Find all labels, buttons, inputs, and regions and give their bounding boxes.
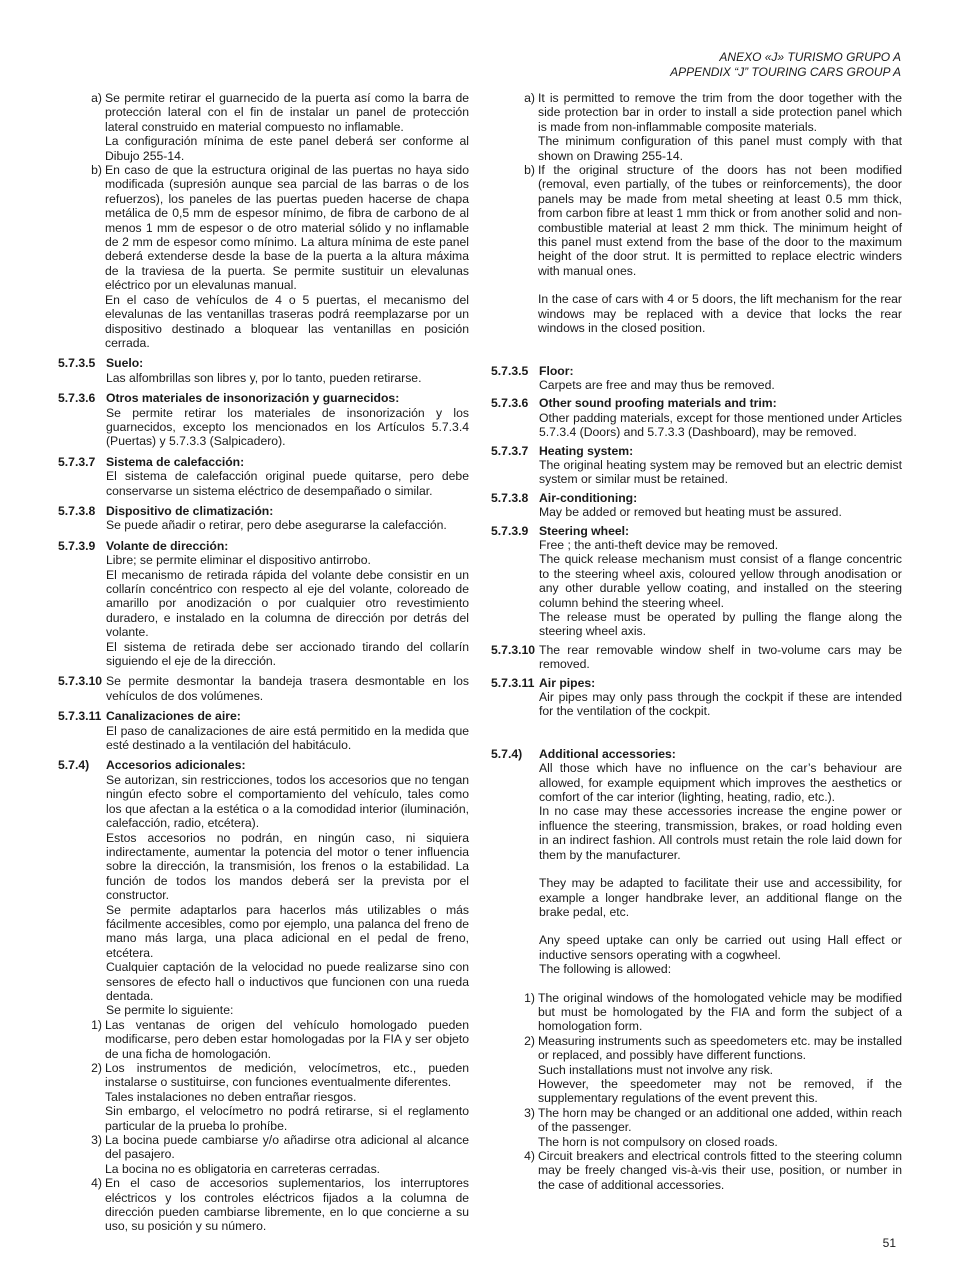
item-b xyxy=(58,163,469,350)
section-number: 5.7.3.10 xyxy=(491,642,536,657)
section-number: 5.7.3.11 xyxy=(58,709,102,724)
item-b xyxy=(491,163,902,335)
section-number: 5.7.3.9 xyxy=(491,523,529,538)
section-title: Steering wheel: xyxy=(539,523,630,538)
section-title: Dispositivo de climatización: xyxy=(106,503,274,518)
paragraph: La bocina puede cambiarse y/o añadirse otra adicional al alcance del pasajero. xyxy=(105,1133,469,1162)
section-574 xyxy=(491,747,902,977)
section-number: 5.7.3.11 xyxy=(491,675,535,690)
paragraph: Circuit breakers and electrical controls fitted to the steering column may be freely changed vis-à-vis their use, position, or number in the case of additional accessories. xyxy=(538,1149,902,1192)
paragraph: Las ventanas de origen del vehículo homologado pueden modificarse, pero deben estar homologadas por la FIA y ser objeto de una ficha de homologación. xyxy=(105,1017,469,1061)
section-title: Accesorios adicionales: xyxy=(106,758,246,773)
section-number: 5.7.3.8 xyxy=(491,490,529,505)
section-57310 xyxy=(58,674,469,703)
item-label: 2) xyxy=(524,1033,535,1048)
section-title: Additional accessories: xyxy=(539,746,676,761)
item-label: 1) xyxy=(91,1017,102,1032)
section-57310 xyxy=(491,643,902,672)
paragraph: They may be adapted to facilitate their use and accessibility, for example a longer handbrake lever, an additional flange on the brake pedal, etc. xyxy=(539,876,902,919)
item-label: b) xyxy=(91,163,102,178)
paragraph: The horn is not compulsory on closed roads. xyxy=(538,1134,778,1149)
section-title: Suelo: xyxy=(106,356,144,371)
item-label: 4) xyxy=(91,1176,102,1191)
paragraph: Such installations must not involve any risk. xyxy=(538,1062,774,1077)
section-5737 xyxy=(491,444,902,487)
paragraph: The quick release mechanism must consist of a flange concentric to the steering wheel axis, coloured yellow through anodisation or any other durable yellow coating, and installed on the steering column behind the steering wheel. xyxy=(539,552,902,610)
list-item xyxy=(491,1149,902,1192)
paragraph: The original heating system may be removed but an electric demist system or similar must be retained. xyxy=(539,457,902,487)
section-5738 xyxy=(491,491,902,520)
paragraph: Free ; the anti-theft device may be removed. xyxy=(539,537,779,552)
item-label: b) xyxy=(524,163,535,178)
paragraph: El sistema de calefacción original puede quitarse, pero debe conservarse un sistema eléctrico de desempañado o similar. xyxy=(106,469,469,498)
section-title: Other sound proofing materials and trim: xyxy=(539,396,777,411)
paragraph: Air pipes may only pass through the cockpit if these are intended for the ventilation of the cockpit. xyxy=(539,690,902,719)
item-label: 3) xyxy=(91,1133,102,1148)
paragraph: May be added or removed but heating must be assured. xyxy=(539,505,842,520)
section-5739 xyxy=(58,539,469,669)
paragraph: The horn may be changed or an additional one added, within reach of the passenger. xyxy=(538,1105,902,1135)
paragraph: El paso de canalizaciones de aire está permitido en la medida que esté destinado a la ventilación del habitáculo. xyxy=(106,723,469,753)
item-a xyxy=(58,91,469,163)
list-item xyxy=(491,1106,902,1149)
english-column xyxy=(491,91,902,1192)
list-item xyxy=(491,1034,902,1106)
paragraph: The release must be operated by pulling the flange along the steering wheel axis. xyxy=(539,610,902,639)
paragraph: Se autorizan, sin restricciones, todos los accesorios que no tengan ningún efecto sobre el comportamiento del vehículo, tales como los que afectan a la estética o a la comodidad interior (iluminación, calefacción, radio, etcétera). xyxy=(106,772,469,831)
section-number: 5.7.3.6 xyxy=(58,391,96,406)
section-number: 5.7.3.10 xyxy=(58,674,103,689)
section-number: 5.7.3.7 xyxy=(58,454,96,469)
paragraph: The following is allowed: xyxy=(539,962,672,977)
item-label: 3) xyxy=(524,1105,535,1120)
paragraph: En caso de que la estructura original de las puertas no haya sido modificada (supresión aunque sea parcial de las barras o de los refuerzos), los paneles de las puertas pueden hacerse de chapa metálica de 0,5 mm de espesor mínimo, de fibra de carbono de al menos 1 mm de espesor o de otro material sólido y no inflamable de 2 mm de espesor como mínimo. La altura mínima de este panel deberá extenderse desde la base de la puerta a la altura máxima de la traviesa de la puerta. Se permite sustituir un elevalunas eléctrico por un elevalunas manual. xyxy=(105,163,469,293)
section-number: 5.7.3.9 xyxy=(58,538,96,553)
paragraph: Las alfombrillas son libres y, por lo tanto, pueden retirarse. xyxy=(106,370,422,385)
section-number: 5.7.3.7 xyxy=(491,443,529,458)
paragraph: Se puede añadir o retirar, pero debe asegurarse la calefacción. xyxy=(106,518,447,533)
item-label: a) xyxy=(91,91,102,105)
item-label: 2) xyxy=(91,1061,102,1075)
spanish-column xyxy=(58,91,469,1234)
paragraph: Estos accesorios no podrán, en ningún caso, ni siquiera indirectamente, aumentar la potencia del motor o tener influencia sobre la dirección, la transmisión, los frenos o la estabilidad. La función de todos los mandos deberá ser la prevista por el constructor. xyxy=(106,830,469,903)
item-label: a) xyxy=(524,91,535,105)
paragraph: Los instrumentos de medición, velocímetros, etc., pueden instalarse o sustituirse, con funciones eventualmente diferentes. xyxy=(105,1061,469,1090)
paragraph: En el caso de vehículos de 4 o 5 puertas, el mecanismo del elevalunas de las ventanillas traseras podrá reemplazarse por un dispositivo destinado a bloquear las ventanillas en posición cerrada. xyxy=(105,292,469,350)
section-title: Canalizaciones de aire: xyxy=(106,709,241,724)
paragraph: The rear removable window shelf in two-volume cars may be removed. xyxy=(539,642,902,672)
section-number: 5.7.3.5 xyxy=(491,363,529,378)
section-title: Otros materiales de insonorización y guarnecidos: xyxy=(106,391,400,406)
section-title: Heating system: xyxy=(539,443,634,458)
paragraph: Carpets are free and may thus be removed. xyxy=(539,377,775,392)
header-line-english: APPENDIX “J” TOURING CARS GROUP A xyxy=(670,65,901,79)
section-5735 xyxy=(491,364,902,393)
paragraph: Any speed uptake can only be carried out using Hall effect or inductive sensors operating with a cogwheel. xyxy=(539,933,902,962)
paragraph: If the original structure of the doors has not been modified (removal, even partially, of the tubes or reinforcements), the door panels may be made from metal sheeting at least 0.5 mm thick, from carbon fibre at least 1 mm thick or from another solid and non-combustible material at least 2 mm thick. The minimum height of this panel must extend from the base of the door to the maximum height of the door strut. It is permitted to replace electric winders with manual ones. xyxy=(538,163,902,278)
section-title: Volante de dirección: xyxy=(106,538,229,553)
section-title: Sistema de calefacción: xyxy=(106,454,245,469)
section-number: 5.7.3.5 xyxy=(58,356,96,371)
section-5735 xyxy=(58,356,469,385)
list-item xyxy=(491,991,902,1034)
section-title: Floor: xyxy=(539,363,574,378)
paragraph: Tales instalaciones no deben entrañar riesgos. xyxy=(105,1089,357,1104)
paragraph: Sin embargo, el velocímetro no podrá retirarse, si el reglamento particular de la prueba lo prohíbe. xyxy=(105,1104,469,1133)
paragraph: La configuración mínima de este panel deberá ser conforme al Dibujo 255-14. xyxy=(105,134,469,163)
section-number: 5.7.3.8 xyxy=(58,503,96,518)
paragraph: En el caso de accesorios suplementarios, los interruptores eléctricos y los controles eléctricos fijados a la columna de dirección pueden cambiarse libremente, en lo que concierne a su uso, su posición y su número. xyxy=(105,1176,469,1234)
page-number: 51 xyxy=(882,1236,896,1250)
section-5737 xyxy=(58,455,469,498)
paragraph: However, the speedometer may not be removed, if the supplementary regulations of the event prevent this. xyxy=(538,1076,902,1106)
section-574 xyxy=(58,758,469,1017)
item-label: 4) xyxy=(524,1149,535,1163)
paragraph: Se permite adaptarlos para hacerlos más utilizables o más fácilmente accesibles, como por ejemplo, una palanca del freno de mano más larga, una placa adicional en el pedal de freno, etcétera. xyxy=(106,902,469,960)
list-item xyxy=(58,1018,469,1061)
section-5739 xyxy=(491,524,902,639)
section-number: 5.7.4) xyxy=(58,758,90,773)
paragraph: It is permitted to remove the trim from the door together with the side protection bar in order to install a side protection panel which is made from non-inflammable composite materials. xyxy=(538,91,902,134)
header-line-spanish: ANEXO «J» TURISMO GRUPO A xyxy=(719,50,901,64)
section-57311 xyxy=(491,676,902,719)
list-item xyxy=(58,1133,469,1176)
paragraph: Measuring instruments such as speedometers etc. may be installed or replaced, and possibly have different functions. xyxy=(538,1033,902,1063)
paragraph: The original windows of the homologated vehicle may be modified but must be homologated by the FIA and form the subject of a homologation form. xyxy=(538,990,902,1034)
paragraph: Cualquier captación de la velocidad no puede realizarse sino con sensores de efecto hall o inductivos que funcionen con una rueda dentada. xyxy=(106,960,469,1003)
paragraph: Se permite desmontar la bandeja trasera desmontable en los vehículos de dos volúmenes. xyxy=(106,674,469,703)
section-5736 xyxy=(58,391,469,449)
paragraph: El mecanismo de retirada rápida del volante debe consistir en un collarín concéntrico con respecto al eje del volante, coloreado de amarillo por anodización o por cualquier otro revestimiento duradero, e instalado en la columna de dirección por detrás del volante. xyxy=(106,567,469,640)
section-5738 xyxy=(58,504,469,533)
paragraph: El sistema de retirada debe ser accionado tirando del collarín siguiendo el eje de la dirección. xyxy=(106,639,469,669)
page-header xyxy=(670,50,901,80)
paragraph: Other padding materials, except for those mentioned under Articles 5.7.3.4 (Doors) and 5.7.3.3 (Dashboard), may be removed. xyxy=(539,410,902,440)
paragraph: Se permite lo siguiente: xyxy=(106,1003,234,1018)
paragraph: La bocina no es obligatoria en carreteras cerradas. xyxy=(105,1161,381,1176)
section-title: Air pipes: xyxy=(539,675,596,690)
item-label: 1) xyxy=(524,990,535,1005)
list-item xyxy=(58,1061,469,1133)
section-number: 5.7.4) xyxy=(491,746,523,761)
paragraph: Se permite retirar el guarnecido de la puerta así como la barra de protección lateral con el fin de instalar un panel de protección lateral construido en material compuesto no inflamable. xyxy=(105,91,469,134)
list-item xyxy=(58,1176,469,1234)
section-number: 5.7.3.6 xyxy=(491,396,529,411)
paragraph: Se permite retirar los materiales de insonorización y los guarnecidos, excepto los mencionados en los Artículos 5.7.3.4 (Puertas) y 5.7.3.3 (Salpicadero). xyxy=(106,405,469,449)
paragraph: In the case of cars with 4 or 5 doors, the lift mechanism for the rear windows may be replaced with a device that locks the rear windows in the closed position. xyxy=(538,292,902,336)
paragraph: All those which have no influence on the car’s behaviour are allowed, for example equipment which improves the aesthetics or comfort of the car interior (lighting, heating, radio, etc.). xyxy=(539,761,902,805)
paragraph: Libre; se permite eliminar el dispositivo antirrobo. xyxy=(106,553,371,568)
section-5736 xyxy=(491,396,902,439)
paragraph: The minimum configuration of this panel must comply with that shown on Drawing 255-14. xyxy=(538,134,902,163)
paragraph: In no case may these accessories increase the engine power or influence the steering, transmission, brakes, or road holding even in an indirect fashion. All controls must retain the role laid down for them by the manufacturer. xyxy=(539,804,902,862)
item-a xyxy=(491,91,902,163)
section-57311 xyxy=(58,709,469,752)
section-title: Air-conditioning: xyxy=(539,490,638,505)
